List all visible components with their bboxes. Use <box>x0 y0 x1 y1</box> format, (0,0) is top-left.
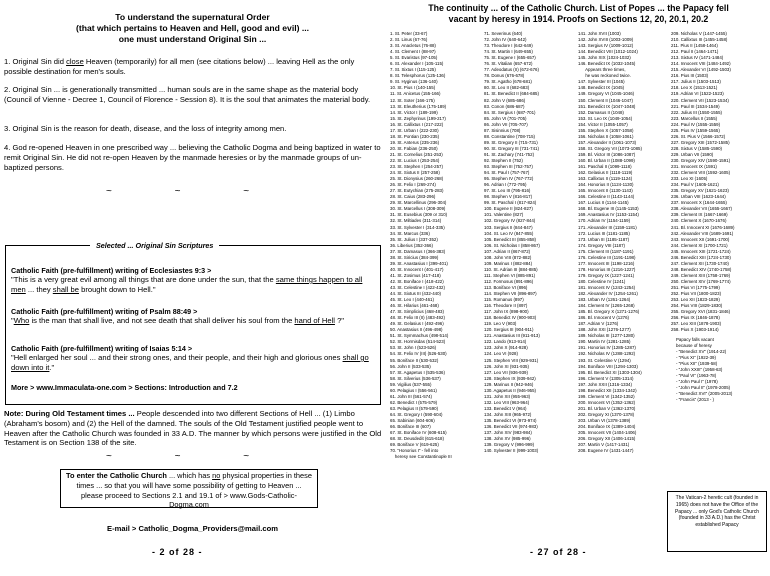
list-item: - "Pius XI" (1922-39) <box>676 355 716 361</box>
list-item: 23. St. Stephen I (254-257) <box>390 164 443 170</box>
list-item: 76. St. Vitalian (657-672) <box>484 61 533 67</box>
list-item: 116. Theodore II (897) <box>484 303 528 309</box>
list-item: 80. St. Leo II (682-683) <box>484 85 530 91</box>
list-item: 190. Martin IV (1281-1285) <box>578 339 631 345</box>
list-item: 79. St. Agatho (678-681) <box>484 79 532 85</box>
list-item: 161. Paschal II (1099-1118) <box>578 164 632 170</box>
list-item: 209. Nicholas V (1447-1455) <box>671 31 727 36</box>
list-item: 12. St. Soter (166-175) <box>390 97 435 103</box>
list-item: 138. John XV (985-996) <box>484 436 531 442</box>
list-item: 254. Pius VIII (1829-1830) <box>671 303 723 309</box>
list-item: 81. St. Benedict II (684-685) <box>484 91 539 97</box>
list-item: 243. Innocent XII (1691-1700) <box>671 236 730 242</box>
list-item: 241. Bl. Innocent XI (1676-1689) <box>671 224 735 230</box>
list-item: 102. Gregory IV (827-844) <box>484 218 536 224</box>
scriptures-box-title: Selected ... Original Sin Scriptures <box>90 241 219 250</box>
list-item: 211. Pius II (1458-1464) <box>671 43 718 49</box>
old-testament-note: Note: During Old Testament times ... People descended into two different Sections of Hell ... (1) Limbo (Abraham's bosom) and (2) the Hell of the damned. The souls of the Old Testament justified people went to Heaven after the Catholic Church was founded in 33 A.D. The manner by which persons were justified in the Old Testament is on Section 138 of the site. <box>4 409 382 448</box>
list-item: 15. St. Zephyrinus (199-217) <box>390 115 446 121</box>
list-item: 108. John VIII (872-882) <box>484 254 532 260</box>
list-item: - "John XXIII" (1958-63) <box>676 367 723 373</box>
list-item: 96. Adrian I (772-795) <box>484 182 527 188</box>
list-item: 193. St. Celestine V (1294) <box>578 357 631 363</box>
list-item: 49. St. Gelasius I (492-496) <box>390 321 444 327</box>
right-page <box>385 0 770 576</box>
list-item: - "Paul VI" (1963-78) <box>676 373 717 379</box>
enter-church-box: To enter the Catholic Church ... which has no physical properties in these times ... so that you will have some possibility of getting to Heaven ... please proceed to Sections 2.1 and 19.1 of > www.Gods-Catholic-Dogma.com <box>60 469 318 508</box>
list-item: 99. St. Paschal I (817-824) <box>484 200 537 206</box>
list-item: 244. Clement XI (1700-1721) <box>671 242 728 248</box>
list-item: 7. St. Sixtus I (115-125) <box>390 67 436 73</box>
list-item: 156. Nicholas II (1058-1061) <box>578 133 634 139</box>
list-item: 202. Gregory XI (1370-1378) <box>578 411 635 417</box>
list-item: 11. St. Anicetus (155-166) <box>390 91 441 97</box>
list-item: 109. Marinus I (882-884) <box>484 260 533 266</box>
list-item: 155. Stephen X (1057-1058) <box>578 127 634 133</box>
list-item: 188. John XXI (1276-1277) <box>578 327 631 333</box>
list-item: - "Benedict XV" (1914-22) <box>676 349 727 355</box>
more-link[interactable]: More > www.Immaculata-one.com > Sections: Introduction and 7.2 <box>11 383 238 392</box>
list-item: 14. St. Victor I (189-199) <box>390 109 438 115</box>
list-item: 139. Gregory V (996-999) <box>484 442 535 448</box>
right-page-title: The continuity ... of the Catholic Church. List of Popes ... the Papacy fell vacant by heresy in 1914. Proofs on Sections 12, 20, 20.1, 20.2 <box>428 3 729 24</box>
list-item: - "Francis" (2013 - ) <box>676 397 715 403</box>
popes-column-2 <box>484 31 573 454</box>
list-item: 100. Eugene II (824-827) <box>484 206 533 212</box>
vatican-2-box: The Vatican-2 heretic cult (founded in 1965) does not have the Office of the Papacy ... only God's Catholic Church (founded in 33 A.D.) has the Christ established Papacy <box>667 491 767 552</box>
list-item: 78. Donus (676-678) <box>484 73 525 79</box>
list-item: 1. St. Peter (33-67) <box>390 31 428 36</box>
list-item: 117. John IX (898-900) <box>484 309 529 315</box>
popes-column-1 <box>390 31 480 460</box>
list-item: 69. Boniface V (619-625) <box>390 442 439 448</box>
list-item: 136. Benedict VII (974-983) <box>484 424 538 430</box>
separator-tildes: ~ ~ ~ <box>105 186 280 197</box>
list-item: 253. Leo XII (1823-1829) <box>671 297 720 303</box>
list-item: 226. St. Pius V (1566-1572) <box>671 133 726 139</box>
list-item: 134. John XIII (965-972) <box>484 411 532 417</box>
list-item: 59. Vigilius (537-555) <box>390 381 432 387</box>
list-item: - "Benedict XVI" (2005-2013) <box>676 391 733 397</box>
list-item: 73. Theodore I (642-649) <box>484 43 533 49</box>
list-item: 45. St. Leo I (440-461) <box>390 297 434 303</box>
list-item: 169. Anastasius IV (1153-1154) <box>578 212 639 218</box>
list-item: 42. St. Boniface I (418-422) <box>390 278 444 284</box>
list-item: 171. Alexander III (1159-1181) <box>578 224 637 230</box>
list-item: 114. Stephen VII (896-897) <box>484 291 537 297</box>
list-item: 218. Leo X (1513-1521) <box>671 85 718 91</box>
list-item: 92. Stephen II (752) <box>484 157 523 163</box>
list-item: 37. St. Damasus I (366-383) <box>390 248 446 254</box>
list-item: 125. Stephen VIII (929-931) <box>484 357 539 363</box>
list-item: 165. Innocent II (1130-1143) <box>578 188 633 194</box>
list-item: 223. Marcellus II (1555) <box>671 115 718 121</box>
list-item: 201. Bl. Urban V (1362-1370) <box>578 405 636 411</box>
list-item: 240. Clement X (1670-1676) <box>671 218 727 224</box>
list-item: 204. Boniface IX (1389-1404) <box>578 424 636 430</box>
list-item: 32. St. Miltiades (311-314) <box>390 218 442 224</box>
list-item: 208. Eugene IV (1431-1447) <box>578 448 634 454</box>
list-item: 166. Celestine II (1143-1144) <box>578 194 635 200</box>
list-item: 41. St. Zosimus (417-418) <box>390 272 441 278</box>
list-item: 22. St. Lucius I (253-254) <box>390 157 440 163</box>
list-item: 119. Leo V (903) <box>484 321 517 327</box>
list-item: 213. Sixtus IV (1471-1484) <box>671 55 724 61</box>
list-item: 141. John XVII (1003) <box>578 31 621 36</box>
list-item: 178. Honorius III (1216-1227) <box>578 266 636 272</box>
list-item: 150. Clement II (1046-1047) <box>578 97 633 103</box>
list-item: because of heresy <box>676 343 712 349</box>
list-item: 85. John VI (701-705) <box>484 115 527 121</box>
list-item: 251. Pius VI (1775-1799) <box>671 284 720 290</box>
list-item: 120. Sergius III (904-911) <box>484 327 534 333</box>
contact-email[interactable]: E-mail > Catholic_Dogma_Providers@mail.com <box>107 524 278 533</box>
list-item: 104. St. Leo IV (847-855) <box>484 230 534 236</box>
list-item: 149. Gregory VI (1045-1046) <box>578 91 635 97</box>
list-item: 144. Benedict VIII (1012-1024) <box>578 49 638 55</box>
list-item: 105. Benedict III (855-858) <box>484 236 536 242</box>
list-item: 172. Lucius III (1181-1185) <box>578 230 630 236</box>
list-item: 124. Leo VI (928) <box>484 351 518 357</box>
list-item: 181. Innocent IV (1243-1254) <box>578 284 636 290</box>
list-item: 215. Alexander VI (1492-1503) <box>671 67 731 73</box>
list-item: 187. Adrian V (1276) <box>578 321 619 327</box>
list-item: 232. Clement VIII (1592-1605) <box>671 170 731 176</box>
list-item: 158. St. Gregory VII (1073-1085) <box>578 145 642 151</box>
list-item: 90. St. Gregory III (731-741) <box>484 145 539 151</box>
list-item: 83. Conon (686-687) <box>484 103 525 109</box>
scripture-psalm: Catholic Faith (pre-fulfillment) writing of Psalm 88:49 > "Who is the man that shall live, and not see death that shall deliver his soul from the hand of Hell ?" <box>11 307 344 325</box>
page-number-right: - 27 of 28 - <box>530 547 587 557</box>
list-item: 98. Stephen V (816-817) <box>484 194 533 200</box>
list-item: 186. Bl. Innocent V (1276) <box>578 315 630 321</box>
list-item: 255. Gregory XVI (1831-1846) <box>671 309 731 315</box>
list-item: 157. Alexander II (1061-1073) <box>578 139 637 145</box>
list-item: 62. Benedict I (575-579) <box>390 399 438 405</box>
list-item: 206. Gregory XII (1406-1415) <box>578 436 636 442</box>
list-item: 56. John II (533-535) <box>390 363 431 369</box>
list-item: 219. Adrian VI (1522-1523) <box>671 91 724 97</box>
list-item: 258. Pius X (1903-1914) <box>671 327 719 333</box>
list-item: 234. Paul V (1605-1621) <box>671 182 719 188</box>
list-item: 20. St. Fabian (236-250) <box>390 145 438 151</box>
list-item: 58. St. Silverius (536-537) <box>390 375 441 381</box>
list-item: 21. St. Cornelius (251-253) <box>390 151 443 157</box>
list-item: 250. Clement XIV (1769-1774) <box>671 278 731 284</box>
list-item: 40. St. Innocent I (401-417) <box>390 266 444 272</box>
list-item: 43. St. Celestine I (422-432) <box>390 284 445 290</box>
list-item: 66. Boniface III (607) <box>390 424 431 430</box>
list-item: 2. St. Linus (67-76) <box>390 37 428 43</box>
list-item: 189. Nicholas III (1277-1280) <box>578 333 635 339</box>
list-item: 199. Clement VI (1342-1352) <box>578 393 635 399</box>
list-item: 175. Clement III (1187-1191) <box>578 248 634 254</box>
list-item: 145. John XIX (1024-1032) <box>578 55 631 61</box>
popes-column-4 <box>671 31 767 333</box>
list-item: 9. St. Hyginus (136-140) <box>390 79 438 85</box>
list-item: 184. Clement IV (1265-1268) <box>578 303 635 309</box>
list-item: 126. John XI (931-935) <box>484 363 529 369</box>
list-item: 25. St. Dionysius (260-268) <box>390 176 444 182</box>
list-item: - "Pius XII" (1939-58) <box>676 361 718 367</box>
list-item: 74. St. Martin I (649-655) <box>484 49 533 55</box>
list-item: 39. St. Anastasius I (399-401) <box>390 260 448 266</box>
list-item: 71. Severinus (640) <box>484 31 523 36</box>
list-item: 174. Gregory VIII (1187) <box>578 242 626 248</box>
list-item: 180. Celestine IV (1241) <box>578 278 626 284</box>
list-item: 195. Bl. Benedict XI (1303-1304) <box>578 369 642 375</box>
list-item: - "John Paul II" (1978-2005) <box>676 385 731 391</box>
list-item: 47. St. Simplicius (468-483) <box>390 309 444 315</box>
list-item: 228. Sixtus V (1585-1590) <box>671 145 723 151</box>
list-item: 44. St. Sixtus III (432-440) <box>390 291 442 297</box>
list-item: 247. Clement XII (1730-1740) <box>671 260 729 266</box>
list-item: 91. St. Zachary (741-752) <box>484 151 535 157</box>
list-item: 122. Lando (913-914) <box>484 339 527 345</box>
list-item: 235. Gregory XV (1621-1623) <box>671 188 729 194</box>
list-item: 52. St. Hormisdas (514-523) <box>390 339 446 345</box>
list-item: 89. St. Gregory II (715-731) <box>484 139 538 145</box>
list-item: 18. St. Pontian (230-235) <box>390 133 440 139</box>
list-item: heresy see Constantinople III <box>390 454 452 460</box>
list-item: 6. St. Alexander I (105-115) <box>390 61 444 67</box>
list-item: 182. Alexander IV (1254-1261) <box>578 291 638 297</box>
list-item: 217. Julius II (1503-1513) <box>671 79 721 85</box>
list-item: 95. Stephen IV (767-772) <box>484 176 534 182</box>
list-item: 106. St. Nicholas I (858-867) <box>484 242 540 248</box>
list-item: 54. St. Felix IV (III) (526-530) <box>390 351 447 357</box>
list-item: 239. Clement IX (1667-1669) <box>671 212 728 218</box>
list-item: 132. Leo VIII (963-964) <box>484 399 530 405</box>
list-item: 167. Lucius II (1144-1145) <box>578 200 629 206</box>
list-item: 203. Urban VI (1378-1389) <box>578 418 631 423</box>
list-item: 216. Pius III (1503) <box>671 73 709 79</box>
list-item: 164. Honorius II (1124-1130) <box>578 182 634 188</box>
list-item: 10. St. Pius I (140-155) <box>390 85 436 91</box>
list-item: 200. Innocent VI (1352-1362) <box>578 399 636 405</box>
list-item: 112. Formosus (891-896) <box>484 278 534 284</box>
list-item: 118. Benedict IV (900-903) <box>484 315 537 321</box>
list-item: 94. St. Paul I (757-767) <box>484 170 530 176</box>
list-item: 75. St. Eugene I (655-657) <box>484 55 536 61</box>
list-item: 160. Bl. Urban II (1088-1099) <box>578 157 635 163</box>
list-item: 227. Gregory XIII (1572-1585) <box>671 139 730 145</box>
list-item: Papacy falls vacant <box>676 337 714 342</box>
list-item: 70. "Honorius I" - fell into <box>390 448 439 454</box>
list-item: 97. St. Leo III (795-816) <box>484 188 531 194</box>
list-item: 110. St. Adrian III (884-885) <box>484 266 538 272</box>
list-item: 229. Urban VII (1590) <box>671 151 714 157</box>
list-item: 252. Pius VII (1800-1823) <box>671 291 722 297</box>
list-item: 168. Bl. Eugene III (1145-1153) <box>578 206 639 212</box>
list-item: 8. St. Telesphorus (125-136) <box>390 73 446 79</box>
list-item: 128. Stephen IX (939-942) <box>484 375 536 381</box>
list-item: 162. Gelasius II (1118-1119) <box>578 170 633 176</box>
list-item: 5. St. Evaristus (97-105) <box>390 55 438 61</box>
list-item: 133. Benedict V (964) <box>484 405 527 411</box>
list-item: 242. Alexander VIII (1689-1691) <box>671 230 734 236</box>
list-item: 88. Constantine (708-715) <box>484 133 536 139</box>
list-item: 65. Sabinian (604-606) <box>390 418 435 423</box>
list-item: 196. Clement V (1305-1314) <box>578 375 634 381</box>
list-item: 151. Benedict IX (1047-1048) <box>578 103 636 109</box>
list-item: 192. Nicholas IV (1288-1292) <box>578 351 636 357</box>
paragraph-1: 1. Original Sin did close Heaven (temporarily) for all men (see citations below) ... leaving Hell as the only possible destination for men's souls. <box>4 57 355 76</box>
list-item: 137. John XIV (983-984) <box>484 430 532 436</box>
list-item: 147. Sylvester III (1045) <box>578 79 625 85</box>
list-item: 153. St. Leo IX (1049-1054) <box>578 115 633 121</box>
list-item: 127. Leo VII (936-939) <box>484 369 528 375</box>
list-item: 173. Urban III (1185-1187) <box>578 236 630 242</box>
list-item: 185. Bl. Gregory X (1271-1276) <box>578 309 640 315</box>
list-item: 64. St. Gregory I (590-604) <box>390 411 443 417</box>
list-item: 24. St. Sixtus II (257-258) <box>390 170 440 176</box>
list-item: 61. John III (561-574) <box>390 393 432 399</box>
list-item: 197. John XXII (1316-1334) <box>578 381 632 387</box>
list-item: 46. St. Hilarius (461-468) <box>390 303 439 309</box>
list-item: 249. Clement XIII (1758-1769) <box>671 272 731 278</box>
list-item: 154. Victor II (1055-1057) <box>578 121 628 127</box>
list-item: 146. Benedict IX (1032-1045) <box>578 61 636 67</box>
list-item: 93. Stephen III (752-757) <box>484 164 533 170</box>
left-page-title: To understand the supernatural Order (that which pertains to Heaven and Hell, good and evil) ... one must understand Original Sin ... <box>75 12 310 44</box>
list-item: 233. Leo XI (1605) <box>671 176 708 182</box>
list-item: 222. Julius III (1550-1555) <box>671 109 723 115</box>
list-item: 256. Pius IX (1846-1878) <box>671 315 720 321</box>
list-item: 148. Benedict IX (1045) <box>578 85 625 91</box>
list-item: 13. St. Eleutherius (175-189) <box>390 103 447 109</box>
list-item: Appears three times, <box>578 67 626 73</box>
list-item: 107. Adrian II (867-872) <box>484 248 531 254</box>
list-item: 183. Urban IV (1261-1264) <box>578 297 631 303</box>
list-item: 236. Urban VIII (1623-1644) <box>671 194 726 200</box>
list-item: 225. Pius IV (1559-1565) <box>671 127 720 133</box>
list-item: 224. Paul IV (1555-1559) <box>671 121 721 127</box>
list-item: 115. Romanus (897) <box>484 297 524 303</box>
list-item: 103. Sergius II (844-847) <box>484 224 533 230</box>
paragraph-3: 3. Original Sin is the reason for death, disease, and the loss of integrity among men. <box>4 124 287 133</box>
scripture-isaias: Catholic Faith (pre-fulfillment) writing of Isaias 5:14 > "Hell enlarged her soul ... and their strong ones, and their people, and their high and glorious ones shall go down into it." <box>11 344 369 372</box>
scriptures-box <box>5 245 381 405</box>
list-item: 38. St. Siricius (384-399) <box>390 254 439 260</box>
list-item: 67. St. Boniface IV (608-615) <box>390 430 447 436</box>
list-item: 121. Anastasius III (911-913) <box>484 333 540 339</box>
list-item: 246. Benedict XIII (1724-1730) <box>671 254 731 260</box>
list-item: 207. Martin V (1417-1431) <box>578 442 630 448</box>
list-item: 152. Damasus II (1048) <box>578 109 624 115</box>
list-item: 248. Benedict XIV (1740-1758) <box>671 266 732 272</box>
list-item: 191. Honorius IV (1285-1287) <box>578 345 636 351</box>
list-item: 3. St. Anacletus (76-88) <box>390 43 436 49</box>
list-item: 16. St. Callixtus I (217-222) <box>390 121 444 127</box>
list-item: 17. St. Urban I (222-230) <box>390 127 439 133</box>
list-item: 170. Adrian IV (1154-1159) <box>578 218 631 224</box>
list-item: 140. Sylvester II (999-1003) <box>484 448 539 454</box>
list-item: 48. St. Felix III (II) (483-492) <box>390 315 445 321</box>
list-item: 36. Liberius (352-366) <box>390 242 433 248</box>
list-item: 29. St. Marcellinus (296-304) <box>390 200 447 206</box>
list-item: 113. Boniface VI (896) <box>484 284 528 290</box>
page-number-left: - 2 of 28 - <box>152 547 203 557</box>
popes-column-3 <box>578 31 667 454</box>
list-item: 177. Innocent III (1198-1216) <box>578 260 635 266</box>
list-item: 55. Boniface II (530-532) <box>390 357 439 363</box>
list-item: 238. Alexander VII (1655-1667) <box>671 206 733 212</box>
list-item: 131. John XII (955-963) <box>484 393 531 399</box>
list-item: 237. Innocent X (1644-1655) <box>671 200 727 206</box>
list-item: 101. Valentine (827) <box>484 212 524 218</box>
list-item: 30. St. Marcellus I (308-309) <box>390 206 446 212</box>
list-item: 33. St. Sylvester I (314-335) <box>390 224 445 230</box>
list-item: 205. Innocent VII (1404-1406) <box>578 430 637 436</box>
paragraph-2: 2. Original Sin ... is generationally transmitted ... human souls are in the same shape as the material body (Council of Vienne - Decree 1, Council of Florence - Session 8). It is the soul that animates the material body. <box>4 85 371 104</box>
list-item: 214. Innocent VIII (1484-1492) <box>671 61 731 67</box>
list-item: 34. St. Marcus (336) <box>390 230 430 236</box>
list-item: 19. St. Anterus (235-236) <box>390 139 440 145</box>
list-item: 51. St. Symmachus (498-514) <box>390 333 449 339</box>
list-item: 212. Paul II (1464-1471) <box>671 49 719 55</box>
paragraph-4: 4. God re-opened Heaven in one prescribed way ... believing the Catholic Dogma and being baptized in water to remit Original Sin. He did not re-open Heaven by the manmade heresies or by the manmade groups of un-baptized persons. <box>4 143 381 172</box>
list-item: 245. Innocent XIII (1721-1724) <box>671 248 731 254</box>
list-item: 57. St. Agapetus I (535-536) <box>390 369 445 375</box>
list-item: 176. Celestine III (1191-1198) <box>578 254 636 260</box>
list-item: 68. St. Deusdedit (615-618) <box>390 436 444 442</box>
list-item: 221. Paul III (1534-1549) <box>671 103 720 109</box>
scripture-ecclesiastes: Catholic Faith (pre-fulfillment) writing of Ecclesiastes 9:3 > "This is a very great evil among all things that are done under the sun, that the same things happen to all men ... they shall be brought down to Hell." <box>11 266 363 294</box>
list-item: 159. Bl. Victor III (1086-1087) <box>578 151 636 157</box>
vacant-papacy-note <box>676 337 768 404</box>
list-item: 26. St. Felix I (269-274) <box>390 182 436 188</box>
list-item: 142. John XVIII (1003-1009) <box>578 37 634 43</box>
list-item: 230. Gregory XIV (1590-1591) <box>671 157 731 163</box>
list-item: 4. St. Clement I (88-97) <box>390 49 436 55</box>
list-item: 28. St. Caius (283-296) <box>390 194 436 200</box>
list-item: 35. St. Julius I (337-352) <box>390 236 438 242</box>
list-item: 53. St. John I (523-526) <box>390 345 437 351</box>
list-item: 198. Benedict XII (1334-1342) <box>578 387 637 393</box>
list-item: 135. Benedict VI (973-974) <box>484 418 537 423</box>
list-item: 220. Clement VII (1523-1534) <box>671 97 729 103</box>
list-item: 111. Stephen VI (885-891) <box>484 272 536 278</box>
list-item: 87. Sisinnius (708) <box>484 127 521 133</box>
list-item: 50. Anastasius II (496-498) <box>390 327 443 333</box>
list-item: 82. John V (685-686) <box>484 97 526 103</box>
list-item: 194. Boniface VIII (1294-1303) <box>578 363 638 369</box>
separator-tildes-2: ~ ~ ~ <box>105 451 280 462</box>
list-item: 129. Marinus II (942-946) <box>484 381 534 387</box>
list-item: 84. St. Sergius I (687-701) <box>484 109 536 115</box>
list-item: 163. Callixtus II (1119-1124) <box>578 176 633 182</box>
list-item: 231. Innocent IX (1591) <box>671 164 717 170</box>
list-item: - "John Paul I" (1978) <box>676 379 718 385</box>
list-item: 143. Sergius IV (1009-1012) <box>578 43 634 49</box>
list-item: 210. Callixtus III (1455-1458) <box>671 37 728 43</box>
list-item: 130. Agapetus II (946-955) <box>484 387 536 393</box>
list-item: he was reckoned twice. <box>578 73 631 79</box>
list-item: 257. Leo XIII (1878-1903) <box>671 321 722 327</box>
list-item: 31. St. Eusebius (309 or 310) <box>390 212 448 218</box>
list-item: 60. Pelagius I (556-561) <box>390 387 437 393</box>
list-item: 27. St. Eutychian (275-283) <box>390 188 444 194</box>
list-item: 179. Gregory IX (1227-1241) <box>578 272 635 278</box>
list-item: 123. John X (914-928) <box>484 345 528 351</box>
list-item: 77. Adeodatus (II) (672-676) <box>484 67 539 73</box>
list-item: 72. John IV (640-642) <box>484 37 527 43</box>
list-item: 63. Pelagius II (579-590) <box>390 405 439 411</box>
list-item: 86. John VII (705-707) <box>484 121 528 127</box>
